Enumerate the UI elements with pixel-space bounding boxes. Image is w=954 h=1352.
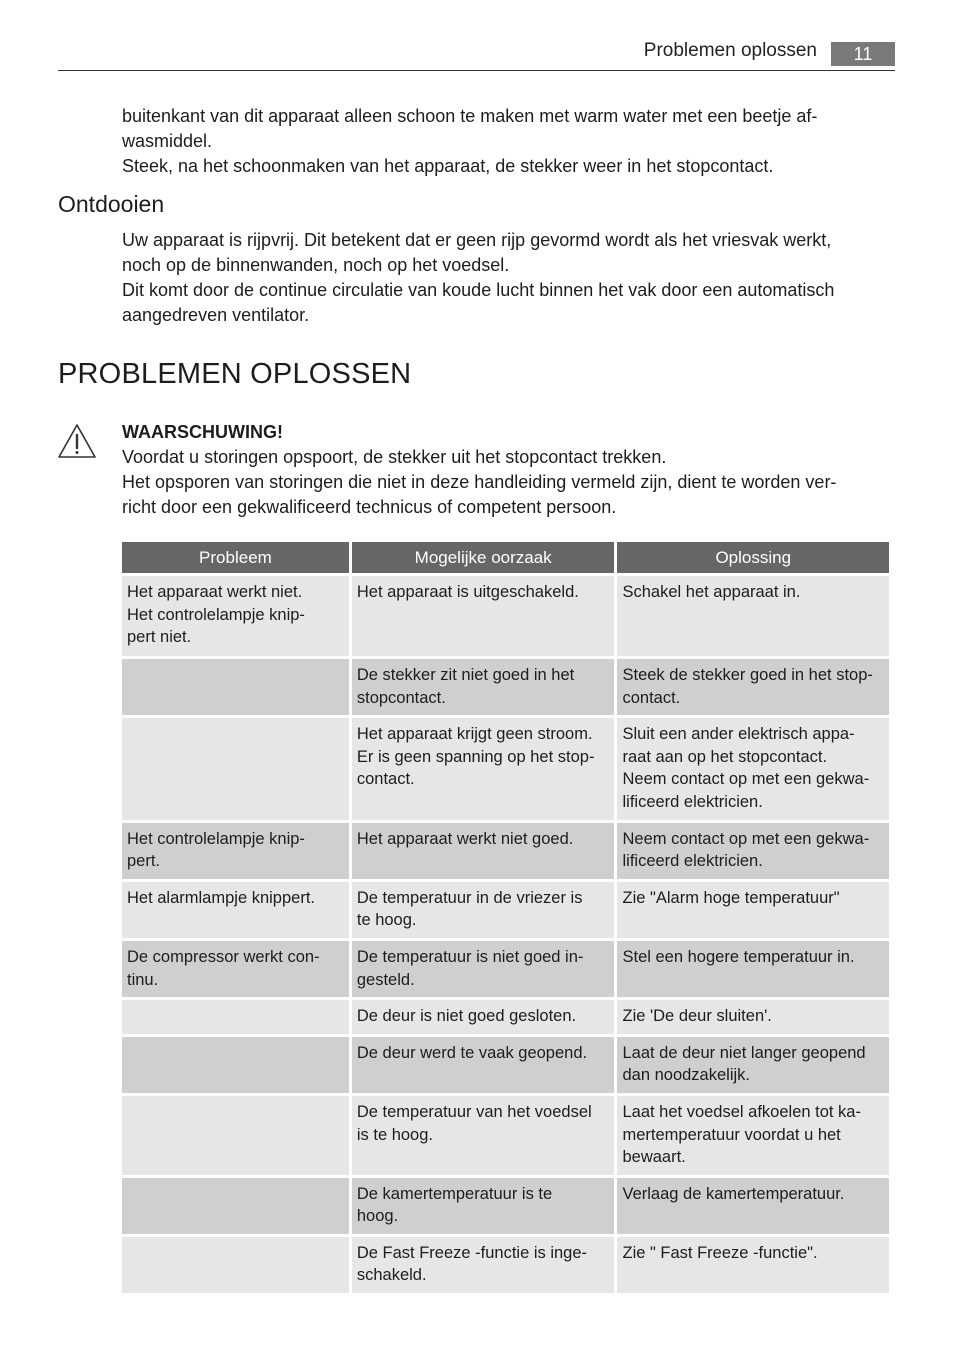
cell-cause: De stekker zit niet goed in het stopcontact. (352, 659, 615, 715)
cell-solution: Zie " Fast Freeze -functie". (617, 1237, 889, 1293)
defrost-text (122, 228, 892, 328)
table-row (122, 1178, 889, 1234)
cell-solution: Schakel het apparaat in. (617, 576, 889, 656)
warning-line-2: Het opsporen van storingen die niet in deze handleiding vermeld zijn, dient te worden ver- richt door een gekwalificeerd technicus of competent persoon. (122, 472, 837, 517)
table-row (122, 823, 889, 879)
header-cause: Mogelijke oorzaak (352, 542, 615, 573)
cell-problem (122, 1237, 349, 1293)
cell-problem: Het alarmlampje knippert. (122, 882, 349, 938)
page-header (58, 38, 895, 71)
cell-cause: De Fast Freeze -functie is inge- schakeld. (352, 1237, 615, 1293)
cell-problem: Het apparaat werkt niet. Het controlelampje knip- pert niet. (122, 576, 349, 656)
cell-cause: De deur werd te vaak geopend. (352, 1037, 615, 1093)
table-row (122, 1037, 889, 1093)
warning-triangle-icon (57, 423, 97, 459)
cell-problem (122, 718, 349, 819)
cell-cause: Het apparaat werkt niet goed. (352, 823, 615, 879)
table-row (122, 882, 889, 938)
warning-title: WAARSCHUWING! (122, 422, 283, 442)
table-row (122, 1096, 889, 1175)
table-row (122, 1237, 889, 1293)
header-solution: Oplossing (617, 542, 889, 573)
cell-cause: De kamertemperatuur is te hoog. (352, 1178, 615, 1234)
intro-line-2: Steek, na het schoonmaken van het apparaat, de stekker weer in het stopcontact. (122, 156, 774, 176)
cell-solution: Laat de deur niet langer geopend dan noodzakelijk. (617, 1037, 889, 1093)
table-row (122, 659, 889, 715)
cell-problem (122, 1037, 349, 1093)
warning-block (122, 420, 892, 520)
page-number: 11 (831, 42, 895, 66)
defrost-para-1: Uw apparaat is rijpvrij. Dit betekent dat er geen rijp gevormd wordt als het vriesvak werkt, noch op de binnenwanden, noch op het voedsel. (122, 230, 832, 275)
cell-problem: Het controlelampje knip- pert. (122, 823, 349, 879)
cell-problem (122, 1178, 349, 1234)
table-header-row (122, 542, 889, 573)
cell-solution: Zie "Alarm hoge temperatuur" (617, 882, 889, 938)
cell-solution: Laat het voedsel afkoelen tot ka- mertemperatuur voordat u het bewaart. (617, 1096, 889, 1175)
table-row (122, 718, 889, 819)
header-section-title: Problemen oplossen (643, 40, 817, 61)
cell-solution: Verlaag de kamertemperatuur. (617, 1178, 889, 1234)
cell-cause: Het apparaat krijgt geen stroom. Er is geen spanning op het stop- contact. (352, 718, 615, 819)
cell-problem (122, 1096, 349, 1175)
cell-cause: De temperatuur van het voedsel is te hoog. (352, 1096, 615, 1175)
table-row (122, 941, 889, 997)
cell-solution: Stel een hogere temperatuur in. (617, 941, 889, 997)
cell-problem (122, 659, 349, 715)
warning-line-1: Voordat u storingen opspoort, de stekker uit het stopcontact trekken. (122, 447, 667, 467)
table-row (122, 576, 889, 656)
cell-cause: De deur is niet goed gesloten. (352, 1000, 615, 1034)
troubleshooting-table (119, 539, 892, 1296)
intro-text (122, 104, 892, 179)
cell-solution: Zie 'De deur sluiten'. (617, 1000, 889, 1034)
intro-line-1: buitenkant van dit apparaat alleen schoon te maken met warm water met een beetje af- wasmiddel. (122, 106, 818, 151)
cell-solution: Neem contact op met een gekwa- lificeerd elektricien. (617, 823, 889, 879)
defrost-para-2: Dit komt door de continue circulatie van koude lucht binnen het vak door een automatisch aangedreven ventilator. (122, 280, 835, 325)
defrost-heading: Ontdooien (58, 191, 165, 217)
cell-solution: Sluit een ander elektrisch appa- raat aan op het stopcontact. Neem contact op met een gekwa- lificeerd elektricien. (617, 718, 889, 819)
header-problem: Probleem (122, 542, 349, 573)
cell-cause: De temperatuur in de vriezer is te hoog. (352, 882, 615, 938)
cell-problem (122, 1000, 349, 1034)
cell-solution: Steek de stekker goed in het stop- contact. (617, 659, 889, 715)
cell-cause: Het apparaat is uitgeschakeld. (352, 576, 615, 656)
troubleshooting-heading: PROBLEMEN OPLOSSEN (58, 358, 412, 390)
cell-problem: De compressor werkt con- tinu. (122, 941, 349, 997)
table-row (122, 1000, 889, 1034)
cell-cause: De temperatuur is niet goed in- gesteld. (352, 941, 615, 997)
